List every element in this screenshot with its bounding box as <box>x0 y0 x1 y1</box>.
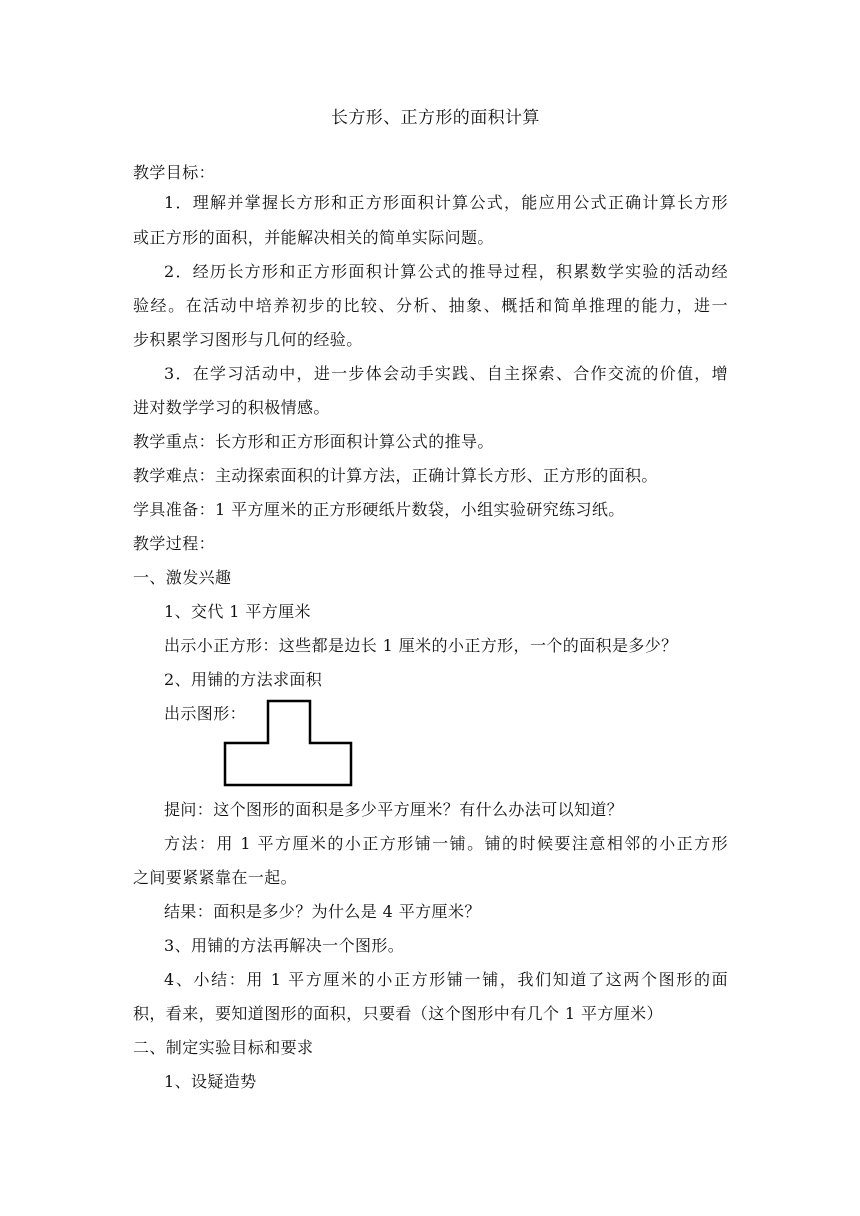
objective-2-line-2: 验经。在活动中培养初步的比较、分析、抽象、概括和简单推理的能力，进一 <box>133 296 728 315</box>
objective-2-line-1: 2．经历长方形和正方形面积计算公式的推导过程，积累数学实验的活动经 <box>164 262 728 281</box>
step-2-heading: 2、用铺的方法求面积 <box>164 670 323 689</box>
method-line-1: 方法：用 1 平方厘米的小正方形铺一铺。铺的时候要注意相邻的小正方形 <box>164 834 728 853</box>
question: 提问：这个图形的面积是多少平方厘米？有什么办法可以知道？ <box>164 800 624 819</box>
t-shape-figure <box>222 698 354 788</box>
objective-1-line-1: 1．理解并掌握长方形和正方形面积计算公式，能应用公式正确计算长方形 <box>164 193 728 212</box>
objective-1-line-2: 或正方形的面积，并能解决相关的简单实际问题。 <box>133 228 494 247</box>
step-3: 3、用铺的方法再解决一个图形。 <box>164 936 405 955</box>
result: 结果：面积是多少？为什么是 4 平方厘米？ <box>164 902 481 921</box>
figure-label: 出示图形： <box>164 704 247 723</box>
page-title: 长方形、正方形的面积计算 <box>331 108 540 128</box>
materials: 学具准备：1 平方厘米的正方形硬纸片数袋，小组实验研究练习纸。 <box>133 500 625 519</box>
step-1-text: 出示小正方形：这些都是边长 1 厘米的小正方形，一个的面积是多少？ <box>164 636 678 655</box>
key-point: 教学重点：长方形和正方形面积计算公式的推导。 <box>133 432 494 451</box>
part-1-heading: 一、激发兴趣 <box>133 568 232 587</box>
part-2-heading: 二、制定实验目标和要求 <box>133 1038 314 1057</box>
process-heading: 教学过程： <box>133 534 216 553</box>
summary-line-2: 积，看来，要知道图形的面积，只要看（这个图形中有几个 1 平方厘米） <box>133 1004 663 1023</box>
objective-3-line-1: 3．在学习活动中，进一步体会动手实践、自主探索、合作交流的价值，增 <box>164 364 728 383</box>
objective-2-line-3: 步积累学习图形与几何的经验。 <box>133 330 363 349</box>
step-1-heading: 1、交代 1 平方厘米 <box>164 602 311 621</box>
objectives-heading: 教学目标： <box>133 163 216 182</box>
objective-3-line-2: 进对数学学习的积极情感。 <box>133 398 330 417</box>
part-2-step-1: 1、设疑造势 <box>164 1072 257 1091</box>
method-line-2: 之间要紧紧靠在一起。 <box>133 868 298 887</box>
summary-line-1: 4、小结：用 1 平方厘米的小正方形铺一铺，我们知道了这两个图形的面 <box>164 970 728 989</box>
difficulty: 教学难点：主动探索面积的计算方法，正确计算长方形、正方形的面积。 <box>133 466 658 485</box>
